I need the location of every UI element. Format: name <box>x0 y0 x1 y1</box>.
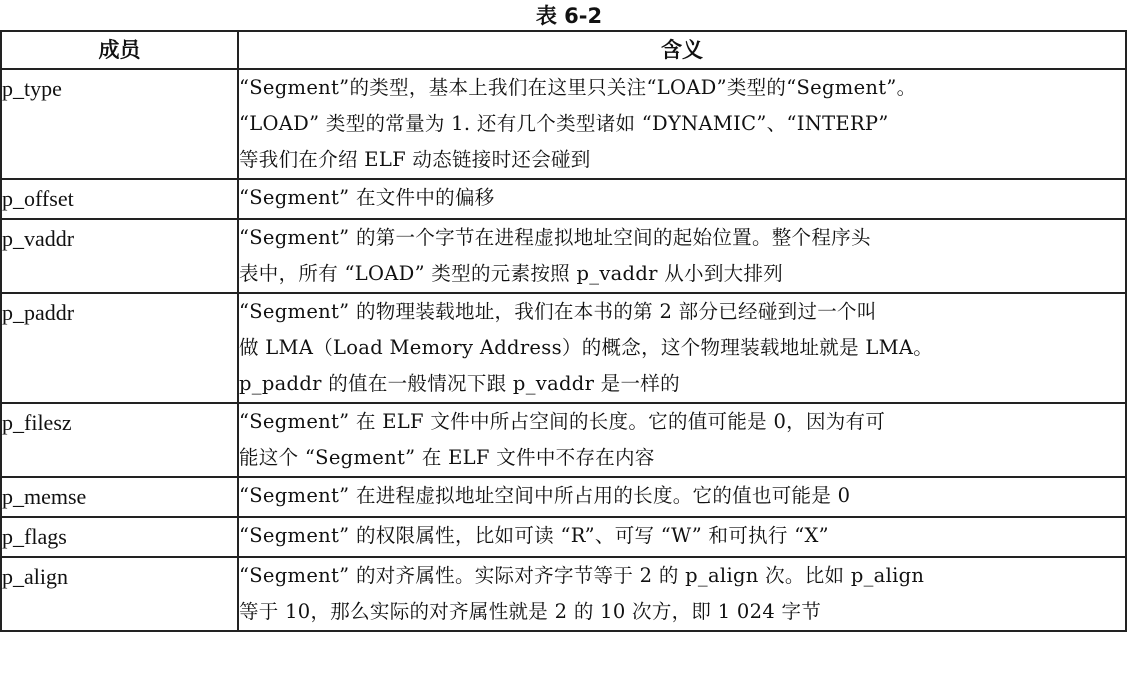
meaning-line: “Segment” 在 ELF 文件中所占空间的长度。它的值可能是 0，因为有可 <box>239 410 886 433</box>
table-row <box>1 179 1126 219</box>
meaning-cell <box>238 69 1126 179</box>
meaning-line: “Segment” 的对齐属性。实际对齐字节等于 2 的 p_align 次。比如 p_align <box>239 564 925 587</box>
meaning-cell <box>238 477 1126 517</box>
meaning-line: 等于 10，那么实际的对齐属性就是 2 的 10 次方，即 1 024 字节 <box>239 600 822 623</box>
meaning-line: 做 LMA（Load Memory Address）的概念，这个物理装载地址就是 LMA。 <box>239 336 934 359</box>
meaning-line: “Segment”的类型，基本上我们在这里只关注“LOAD”类型的“Segment”。 <box>239 76 917 99</box>
meaning-cell <box>238 179 1126 219</box>
meaning-line: 能这个 “Segment” 在 ELF 文件中不存在内容 <box>239 446 655 469</box>
table-row <box>1 517 1126 557</box>
meaning-line: “Segment” 在文件中的偏移 <box>239 186 495 209</box>
table-body <box>1 69 1126 631</box>
meaning-line: 等我们在介绍 ELF 动态链接时还会碰到 <box>239 148 591 171</box>
meaning-line: “Segment” 在进程虚拟地址空间中所占用的长度。它的值也可能是 0 <box>239 484 851 507</box>
member-cell: p_offset <box>1 179 238 219</box>
member-cell: p_type <box>1 69 238 179</box>
table-row <box>1 293 1126 403</box>
meaning-line: “Segment” 的第一个字节在进程虚拟地址空间的起始位置。整个程序头 <box>239 226 871 249</box>
table-row <box>1 477 1126 517</box>
member-cell: p_memse <box>1 477 238 517</box>
meaning-cell <box>238 293 1126 403</box>
header-meaning: 含义 <box>238 31 1126 69</box>
meaning-line: p_paddr 的值在一般情况下跟 p_vaddr 是一样的 <box>239 372 680 395</box>
meaning-cell <box>238 517 1126 557</box>
program-header-table <box>0 30 1127 632</box>
meaning-cell <box>238 403 1126 477</box>
member-cell: p_vaddr <box>1 219 238 293</box>
table-row <box>1 219 1126 293</box>
member-cell: p_paddr <box>1 293 238 403</box>
table-row <box>1 557 1126 631</box>
meaning-line: “LOAD” 类型的常量为 1. 还有几个类型诸如 “DYNAMIC”、“INTERP” <box>239 112 889 135</box>
member-cell: p_align <box>1 557 238 631</box>
table-header-row <box>1 31 1126 69</box>
meaning-line: “Segment” 的权限属性，比如可读 “R”、可写 “W” 和可执行 “X” <box>239 524 829 547</box>
meaning-cell <box>238 557 1126 631</box>
header-member: 成员 <box>1 31 238 69</box>
table-row <box>1 69 1126 179</box>
table-row <box>1 403 1126 477</box>
member-cell: p_flags <box>1 517 238 557</box>
meaning-line: 表中，所有 “LOAD” 类型的元素按照 p_vaddr 从小到大排列 <box>239 262 784 285</box>
member-cell: p_filesz <box>1 403 238 477</box>
meaning-line: “Segment” 的物理装载地址，我们在本书的第 2 部分已经碰到过一个叫 <box>239 300 877 323</box>
table-caption: 表 6-2 <box>535 4 603 28</box>
meaning-cell <box>238 219 1126 293</box>
